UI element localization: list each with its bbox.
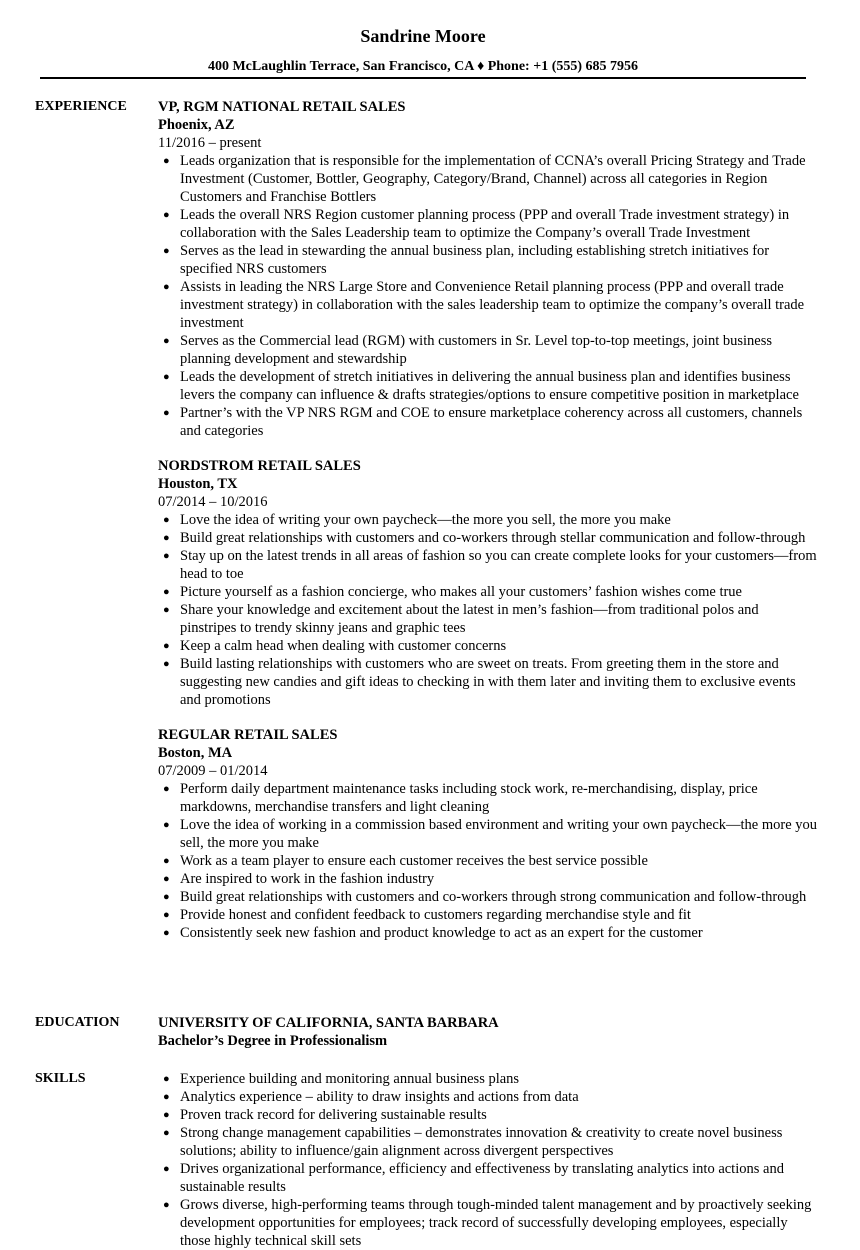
bullet-icon: ● xyxy=(163,245,170,257)
experience-body xyxy=(158,98,818,942)
bullet-icon: ● xyxy=(163,891,170,903)
bullet-icon: ● xyxy=(163,658,170,670)
duty-item: ● Build great relationships with customers and co-workers through strong communication and follow-through xyxy=(163,889,807,905)
job-duties xyxy=(158,780,818,942)
duty-item: ● Partner’s with the VP NRS RGM and COE to ensure marketplace coherency across all customers, channels and categories xyxy=(163,405,803,439)
job-location: Boston, MA xyxy=(158,745,233,761)
bullet-icon: ● xyxy=(163,1127,170,1139)
duty-item: ● Leads the overall NRS Region customer planning process (PPP and overall Trade investment strategy) in collaboration with the Sales Leadership team to optimize the Company’s overall Trade Investment xyxy=(163,207,790,241)
bullet-icon: ● xyxy=(163,783,170,795)
job-title: VP, RGM NATIONAL RETAIL SALES xyxy=(158,99,406,115)
skills-heading: SKILLS xyxy=(35,1071,86,1086)
job-dates: 07/2014 – 10/2016 xyxy=(158,494,268,510)
bullet-icon: ● xyxy=(163,927,170,939)
bullet-icon: ● xyxy=(163,819,170,831)
duty-item: ● Love the idea of writing your own paycheck—the more you sell, the more you make xyxy=(163,512,671,528)
skill-item: ● Drives organizational performance, efficiency and effectiveness by translating analytics into actions and sustainable results xyxy=(163,1161,784,1195)
skills-body xyxy=(158,1070,818,1250)
bullet-icon: ● xyxy=(163,532,170,544)
duty-item: ● Work as a team player to ensure each customer receives the best service possible xyxy=(163,853,648,869)
job-title: REGULAR RETAIL SALES xyxy=(158,727,338,743)
duty-item: ● Leads the development of stretch initiatives in delivering the annual business plan and identifies business levers the company can influence & drafts strategies/options to ensure competitive position in marketplace xyxy=(163,369,799,403)
duty-item: ● Love the idea of working in a commission based environment and writing your own paycheck—the more you sell, the more you make xyxy=(163,817,818,851)
bullet-icon: ● xyxy=(163,281,170,293)
contact-line: 400 McLaughlin Terrace, San Francisco, CA ♦ Phone: +1 (555) 685 7956 xyxy=(207,59,639,74)
duty-item: ● Serves as the lead in stewarding the annual business plan, including establishing stretch initiatives for specified NRS customers xyxy=(163,243,770,277)
bullet-icon: ● xyxy=(163,586,170,598)
bullet-icon: ● xyxy=(163,209,170,221)
bullet-icon: ● xyxy=(163,855,170,867)
duty-item: ● Keep a calm head when dealing with customer concerns xyxy=(163,638,507,654)
job-dates: 11/2016 – present xyxy=(158,135,262,151)
education-body xyxy=(158,1014,818,1050)
job-entry xyxy=(158,726,818,942)
degree-name: Bachelor’s Degree in Professionalism xyxy=(158,1033,388,1049)
job-duties xyxy=(158,511,818,709)
bullet-icon: ● xyxy=(163,550,170,562)
job-entry xyxy=(158,98,818,440)
duty-item: ● Are inspired to work in the fashion industry xyxy=(163,871,435,887)
duty-item: ● Serves as the Commercial lead (RGM) with customers in Sr. Level top-to-top meetings, joint business planning development and stewardship xyxy=(163,333,772,367)
bullet-icon: ● xyxy=(163,514,170,526)
bullet-icon: ● xyxy=(163,1091,170,1103)
duty-item: ● Consistently seek new fashion and product knowledge to act as an expert for the customer xyxy=(163,925,703,941)
skill-item: ● Analytics experience – ability to draw insights and actions from data xyxy=(163,1089,579,1105)
skill-item: ● Experience building and monitoring annual business plans xyxy=(163,1071,520,1087)
skill-item: ● Proven track record for delivering sustainable results xyxy=(163,1107,487,1123)
duty-item: ● Picture yourself as a fashion concierge, who makes all your customers’ fashion wishes come true xyxy=(163,584,742,600)
bullet-icon: ● xyxy=(163,1163,170,1175)
duty-item: ● Leads organization that is responsible for the implementation of CCNA’s overall Pricing Strategy and Trade Investment (Customer, Bottler, Geography, Category/Brand, Channel) across all categories in Region Customers and Franchise Bottlers xyxy=(163,153,806,205)
duty-item: ● Stay up on the latest trends in all areas of fashion so you can create complete looks for your customers—from head to toe xyxy=(163,548,817,582)
bullet-icon: ● xyxy=(163,335,170,347)
job-entry xyxy=(158,457,818,709)
duty-item: ● Provide honest and confident feedback to customers regarding merchandise style and fit xyxy=(163,907,691,923)
bullet-icon: ● xyxy=(163,604,170,616)
experience-heading: EXPERIENCE xyxy=(35,99,127,114)
header-divider xyxy=(40,77,806,79)
job-location: Phoenix, AZ xyxy=(158,117,235,133)
duty-item: ● Perform daily department maintenance tasks including stock work, re-merchandising, display, price markdowns, merchandise transfers and light cleaning xyxy=(163,781,758,815)
duty-item: ● Build lasting relationships with customers who are sweet on treats. From greeting them in the store and suggesting new candies and gift ideas to checking in with them later and inviting them to exclusive events and promotions xyxy=(163,656,796,708)
bullet-icon: ● xyxy=(163,155,170,167)
candidate-name: Sandrine Moore xyxy=(360,26,486,46)
bullet-icon: ● xyxy=(163,909,170,921)
bullet-icon: ● xyxy=(163,1073,170,1085)
school-name: UNIVERSITY OF CALIFORNIA, SANTA BARBARA xyxy=(158,1015,499,1031)
duty-item: ● Share your knowledge and excitement about the latest in men’s fashion—from traditional polos and pinstripes to trendy skinny jeans and graphic tees xyxy=(163,602,759,636)
bullet-icon: ● xyxy=(163,873,170,885)
skills-list xyxy=(158,1070,818,1250)
job-dates: 07/2009 – 01/2014 xyxy=(158,763,268,779)
education-heading: EDUCATION xyxy=(35,1015,120,1030)
job-title: NORDSTROM RETAIL SALES xyxy=(158,458,361,474)
bullet-icon: ● xyxy=(163,1199,170,1211)
bullet-icon: ● xyxy=(163,407,170,419)
job-location: Houston, TX xyxy=(158,476,238,492)
bullet-icon: ● xyxy=(163,640,170,652)
job-duties xyxy=(158,152,818,440)
bullet-icon: ● xyxy=(163,371,170,383)
skill-item: ● Strong change management capabilities – demonstrates innovation & creativity to create novel business solutions; ability to influence/gain alignment across divergent perspectives xyxy=(163,1125,783,1159)
bullet-icon: ● xyxy=(163,1109,170,1121)
skill-item: ● Grows diverse, high-performing teams through tough-minded talent management and by proactively seeking development opportunities for employees; track record of successfully developing employees, especially those highly technical skill sets xyxy=(163,1197,812,1249)
duty-item: ● Build great relationships with customers and co-workers through stellar communication and follow-through xyxy=(163,530,806,546)
duty-item: ● Assists in leading the NRS Large Store and Convenience Retail planning process (PPP and overall trade investment strategy) in collaboration with the sales leadership team to optimize the company’s overall trade investment xyxy=(163,279,805,331)
